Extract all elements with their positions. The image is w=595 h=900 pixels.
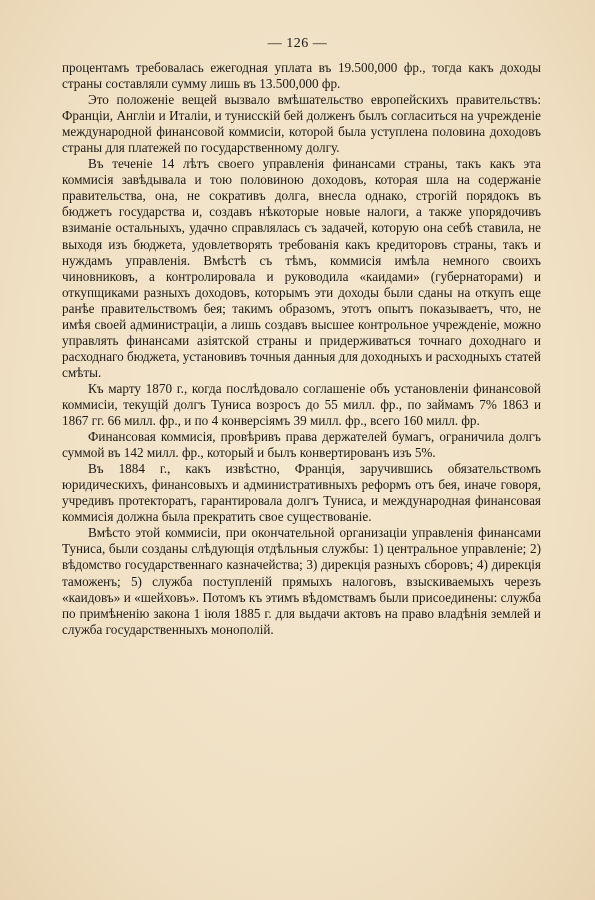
page-number: — 126 — <box>267 36 328 51</box>
body-text <box>62 60 541 638</box>
paragraph-7: Вмѣсто этой коммисіи, при окончательной организаціи управленія финансами Туниса, были созданы слѣдующія отдѣльныя службы: 1) центральное управленіе; 2) вѣдомство государственнаго казначейства; 3) дирекція разныхъ сборовъ; 4) дирекція таможенъ; 5) служба поступленій прямыхъ налоговъ, взыскиваемыхъ черезъ «каидовъ» и «шейховъ». Потомъ къ этимъ вѣдомствамъ были присоединены: служба по примѣненію закона 1 іюля 1885 г. для выдачи актовъ на право владѣнія землей и служба государственныхъ монополій. <box>62 525 541 637</box>
paragraph-4: Къ марту 1870 г., когда послѣдовало соглашеніе объ установленіи финансовой коммисіи, текущій долгъ Туниса возросъ до 55 милл. фр., по займамъ 7% 1863 и 1867 гг. 66 милл. фр., и по 4 конверсіямъ 39 милл. фр., всего 160 милл. фр. <box>62 380 541 429</box>
paragraph-1: процентамъ требовалась ежегодная уплата въ 19.500,000 фр., тогда какъ доходы страны составляли сумму лишь въ 13.500,000 фр. <box>62 60 541 92</box>
paragraph-2: Это положеніе вещей вызвало вмѣшательство европейскихъ правительствъ: Франціи, Англіи и Италіи, и тунисскій бей долженъ былъ согласиться на учрежденіе международной финансовой коммисіи, которой была уступлена половина доходовъ страны для платежей по государственному долгу. <box>62 92 541 156</box>
paragraph-3: Въ теченіе 14 лѣтъ своего управленія финансами страны, такъ какъ эта коммисія завѣдывала и тою половиною доходовъ, которая шла на содержаніе правительства, она, не сокративъ долга, внесла однако, строгій порядокъ въ бюджетъ государства и, создавъ нѣкоторые новые налоги, а также упорядочивъ взиманіе остальныхъ, удачно справлялась съ задачей, которую она себѣ ставила, не выходя изъ бюджета, удовлетворять требованія какъ кредиторовъ страны, такъ и нуждамъ управленія. Вмѣстѣ съ тѣмъ, коммисія имѣла немного своихъ чиновниковъ, а контролировала и руководила «каидами» (губернаторами) и откупщиками разныхъ доходовъ, которымъ эти доходы были сданы на откупъ еще ранѣе правительствомъ бея; такимъ образомъ, этотъ опытъ показываетъ, что, не имѣя своей администраціи, а лишь создавъ высшее контрольное учрежденіе, можно управлять финансами азіятской страны и придерживаться точнаго доходнаго и расходнаго бюджета, установивъ точныя данныя для доходныхъ и расходныхъ статей смѣты. <box>62 156 541 380</box>
paragraph-5: Финансовая коммисія, провѣривъ права держателей бумагъ, ограничила долгъ суммой въ 142 милл. фр., который и былъ конвертированъ изъ 5%. <box>62 429 541 461</box>
paragraph-6: Въ 1884 г., какъ извѣстно, Франція, заручившись обязательствомъ юридическихъ, финансовыхъ и административныхъ реформъ отъ бея, иначе говоря, учредивъ протекторатъ, гарантировала долгъ Туниса, и международная финансовая коммисія должна была прекратить свое существованіе. <box>62 461 541 525</box>
